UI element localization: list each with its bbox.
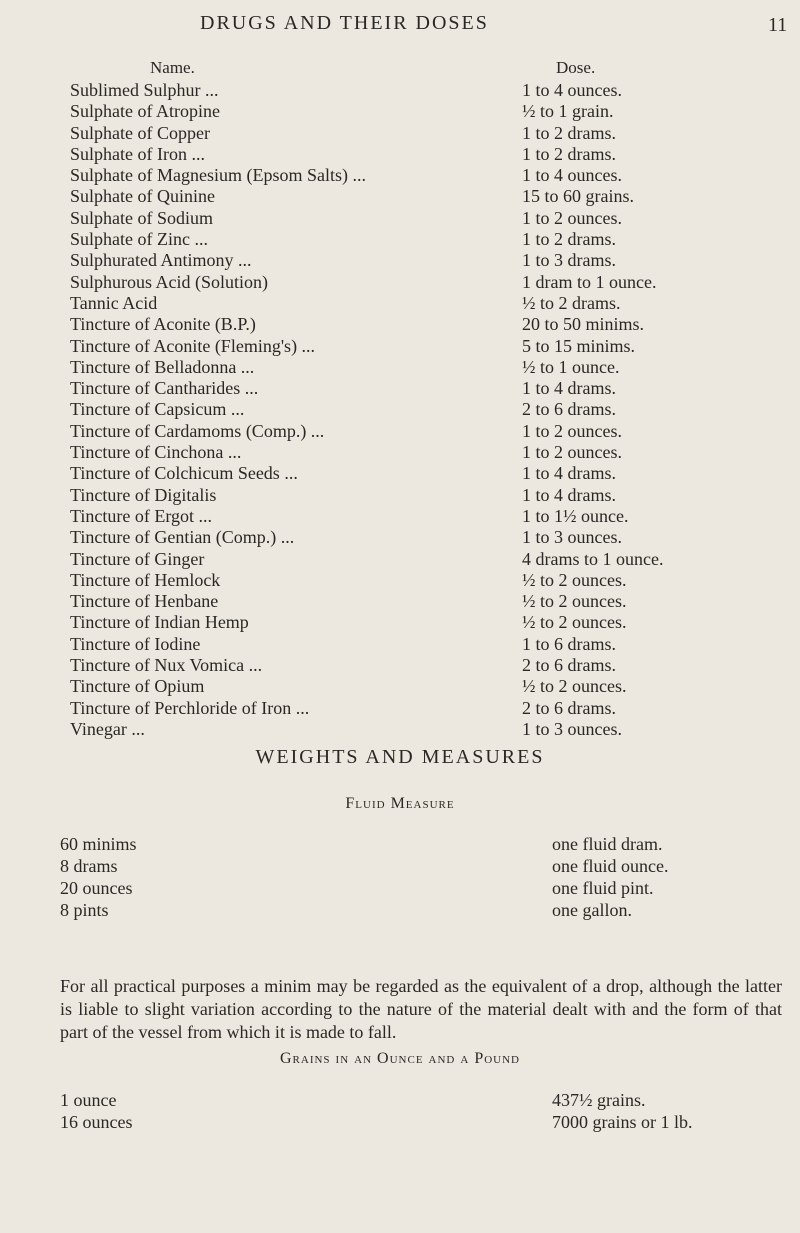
drug-row [0,229,800,250]
fluid-row [0,900,800,921]
fluid-equivalent: one fluid dram. [552,834,663,854]
drug-name: Sulphate of Quinine [70,186,215,207]
column-header-dose: Dose. [556,58,596,77]
drug-row [0,612,800,633]
drug-name: Tincture of Ergot ... [70,505,212,526]
drug-dose: 1 to 3 drams. [522,250,616,271]
drug-dose: 1 to 2 ounces. [522,207,622,228]
drug-name: Tincture of Opium [70,676,205,697]
drug-name: Tincture of Cinchona ... [70,442,242,463]
drug-name: Tincture of Hemlock [70,569,221,590]
drug-name: Vinegar ... [70,718,145,739]
drug-row [0,421,800,442]
drug-dose: ½ to 2 ounces. [522,591,627,612]
drug-row [0,399,800,420]
drug-row [0,485,800,506]
drug-row [0,506,800,527]
fluid-amount: 60 minims [60,834,137,854]
drug-name: Sulphate of Sodium [70,207,213,228]
drug-row [0,676,800,697]
drug-dose: 1 to 2 ounces. [522,442,622,463]
drug-row [0,186,800,207]
drug-dose: 1 to 4 drams. [522,463,616,484]
fluid-equivalent: one fluid pint. [552,878,654,898]
drug-dose: 1 dram to 1 ounce. [522,271,657,292]
drug-row [0,80,800,101]
drug-name: Sulphate of Copper [70,122,210,143]
drug-dose: 2 to 6 drams. [522,697,616,718]
drug-name: Sulphate of Zinc ... [70,229,208,250]
drug-name: Tincture of Aconite (Fleming's) ... [70,335,316,356]
drug-row [0,165,800,186]
fluid-measure-title: Fluid Measure [345,795,455,812]
fluid-row [0,834,800,855]
drug-name: Tincture of Aconite (B.P.) [70,314,256,335]
drug-dose: 1 to 2 drams. [522,143,616,164]
drug-row [0,698,800,719]
drug-dose: 1 to 2 drams. [522,122,616,143]
drug-name: Tincture of Belladonna ... [70,356,255,377]
drug-dose: 1 to 3 ounces. [522,718,622,739]
drug-row [0,314,800,335]
drug-row [0,378,800,399]
drug-name: Sulphurous Acid (Solution) [70,271,269,292]
grains-row [0,1112,800,1133]
drug-dose: 1 to 4 ounces. [522,165,622,186]
drug-row [0,357,800,378]
column-header-name: Name. [150,58,195,77]
drug-row [0,591,800,612]
drug-row [0,442,800,463]
drug-row [0,208,800,229]
drug-dose: 20 to 50 minims. [522,314,645,335]
drug-row [0,527,800,548]
drug-dose: 1 to 2 ounces. [522,420,622,441]
drug-dose: 1 to 4 drams. [522,484,616,505]
drug-dose: 1 to 2 drams. [522,229,616,250]
drug-name: Sulphate of Atropine [70,101,220,122]
drug-name: Tincture of Ginger [70,548,205,569]
drug-row [0,570,800,591]
drug-row [0,655,800,676]
drug-name: Tincture of Perchloride of Iron ... [70,697,310,718]
grains-amount: 16 ounces [60,1112,133,1132]
drug-row [0,250,800,271]
drug-dose: 1 to 6 drams. [522,633,616,654]
grains-title: Grains in an Ounce and a Pound [279,1050,520,1067]
drug-name: Sulphate of Iron ... [70,143,205,164]
drug-row [0,123,800,144]
fluid-amount: 8 pints [60,900,109,920]
drug-row [0,634,800,655]
drug-dose: ½ to 2 ounces. [522,676,627,697]
drug-row [0,293,800,314]
fluid-row [0,878,800,899]
drug-row [0,144,800,165]
drug-dose: 1 to 4 ounces. [522,80,622,100]
drug-row [0,101,800,122]
fluid-equivalent: one gallon. [552,900,632,920]
grains-row [0,1090,800,1111]
drug-dose: ½ to 1 ounce. [522,356,620,377]
drug-name: Tincture of Henbane [70,591,219,612]
drug-row [0,463,800,484]
grains-equivalent: 437½ grains. [552,1090,646,1110]
drug-dose: 5 to 15 minims. [522,335,636,356]
drug-dose: 4 drams to 1 ounce. [522,548,664,569]
page-number: 11 [768,14,788,36]
fluid-amount: 20 ounces [60,878,133,898]
drug-dose-table [0,80,800,740]
grains-amount: 1 ounce [60,1090,117,1110]
running-head: DRUGS AND THEIR DOSES [200,12,489,34]
drug-row [0,272,800,293]
drug-dose: ½ to 2 ounces. [522,612,627,633]
drug-name: Tincture of Iodine [70,633,201,654]
drug-dose: 2 to 6 drams. [522,399,616,420]
drug-name: Tincture of Cardamoms (Comp.) ... [70,420,325,441]
section-title: WEIGHTS AND MEASURES [255,746,545,768]
drug-row [0,719,800,740]
drug-dose: 1 to 4 drams. [522,378,616,399]
drug-name: Tincture of Indian Hemp [70,612,249,633]
grains-equivalent: 7000 grains or 1 lb. [552,1112,693,1132]
drug-name: Tincture of Digitalis [70,484,217,505]
drug-dose: 1 to 1½ ounce. [522,505,629,526]
drug-dose: 15 to 60 grains. [522,186,634,207]
drug-name: Tincture of Cantharides ... [70,378,259,399]
fluid-equivalent: one fluid ounce. [552,856,669,876]
drug-name: Sulphurated Antimony ... [70,250,252,271]
drug-row [0,336,800,357]
drug-dose: ½ to 2 drams. [522,292,621,313]
drug-row [0,549,800,570]
drug-name: Tannic Acid [70,292,158,313]
drug-name: Tincture of Nux Vomica ... [70,655,263,676]
drug-dose: 2 to 6 drams. [522,655,616,676]
drug-name: Tincture of Gentian (Comp.) ... [70,527,295,548]
drug-dose: 1 to 3 ounces. [522,527,622,548]
minim-paragraph: For all practical purposes a minim may be regarded as the equivalent of a drop, although the latter is liable to slight variation according to the nature of the material dealt with and the form of that part of the vessel from which it is made to fall. [60,976,782,1042]
fluid-amount: 8 drams [60,856,118,876]
drug-name: Tincture of Colchicum Seeds ... [70,463,298,484]
drug-name: Sulphate of Magnesium (Epsom Salts) ... [70,165,366,186]
drug-name: Sublimed Sulphur ... [70,80,219,100]
drug-dose: ½ to 1 grain. [522,101,614,122]
fluid-row [0,856,800,877]
drug-name: Tincture of Capsicum ... [70,399,245,420]
drug-dose: ½ to 2 ounces. [522,569,627,590]
